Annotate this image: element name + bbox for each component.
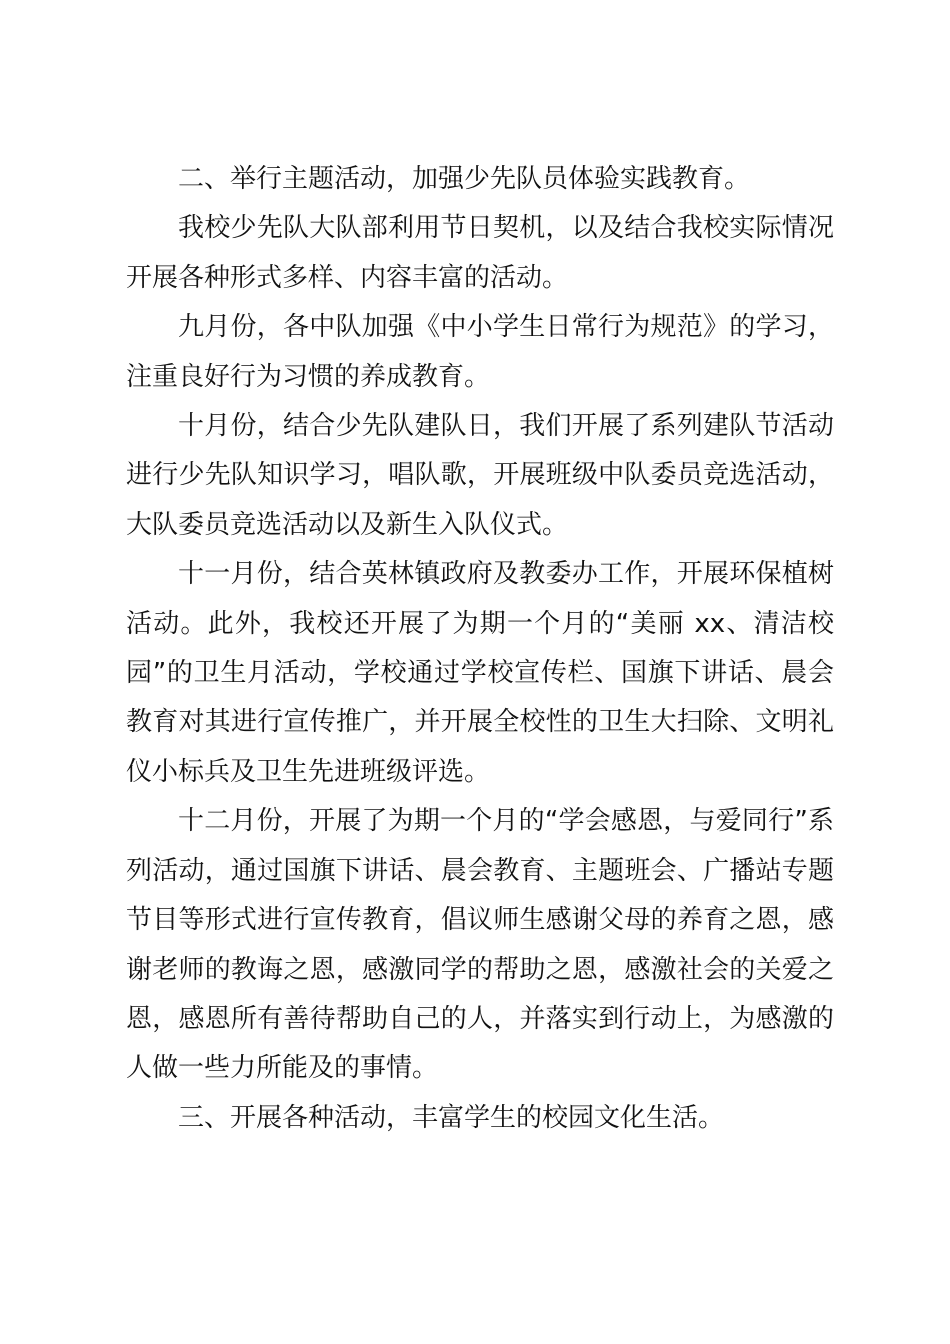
paragraph-intro: 我校少先队大队部利用节日契机，以及结合我校实际情况开展各种形式多样、内容丰富的活动。 [126,213,834,293]
section-heading-3: 三、开展各种活动，丰富学生的校园文化生活。 [178,1102,725,1133]
paragraph-october: 十月份，结合少先队建队日，我们开展了系列建队节活动进行少先队知识学习，唱队歌，开展班级中队委员竞选活动，大队委员竞选活动以及新生入队仪式。 [126,411,834,540]
paragraph-november: 十一月份，结合英林镇政府及教委办工作，开展环保植树活动。此外，我校还开展了为期一个月的“美丽 xx、清洁校园”的卫生月活动，学校通过学校宣传栏、国旗下讲话、晨会教育对其进行宣传推广，并开展全校性的卫生大扫除、文明礼仪小标兵及卫生先进班级评选。 [126,559,834,787]
paragraph-december: 十二月份，开展了为期一个月的“学会感恩，与爱同行”系列活动，通过国旗下讲话、晨会教育、主题班会、广播站专题节目等形式进行宣传教育，倡议师生感谢父母的养育之恩，感谢老师的教诲之恩，感激同学的帮助之恩，感激社会的关爱之恩，感恩所有善待帮助自己的人，并落实到行动上，为感激的人做一些力所能及的事情。 [126,806,834,1084]
paragraph-september: 九月份，各中队加强《中小学生日常行为规范》的学习，注重良好行为习惯的养成教育。 [126,312,834,392]
section-heading-2: 二、举行主题活动，加强少先队员体验实践教育。 [178,164,751,194]
document-body [126,155,834,1143]
